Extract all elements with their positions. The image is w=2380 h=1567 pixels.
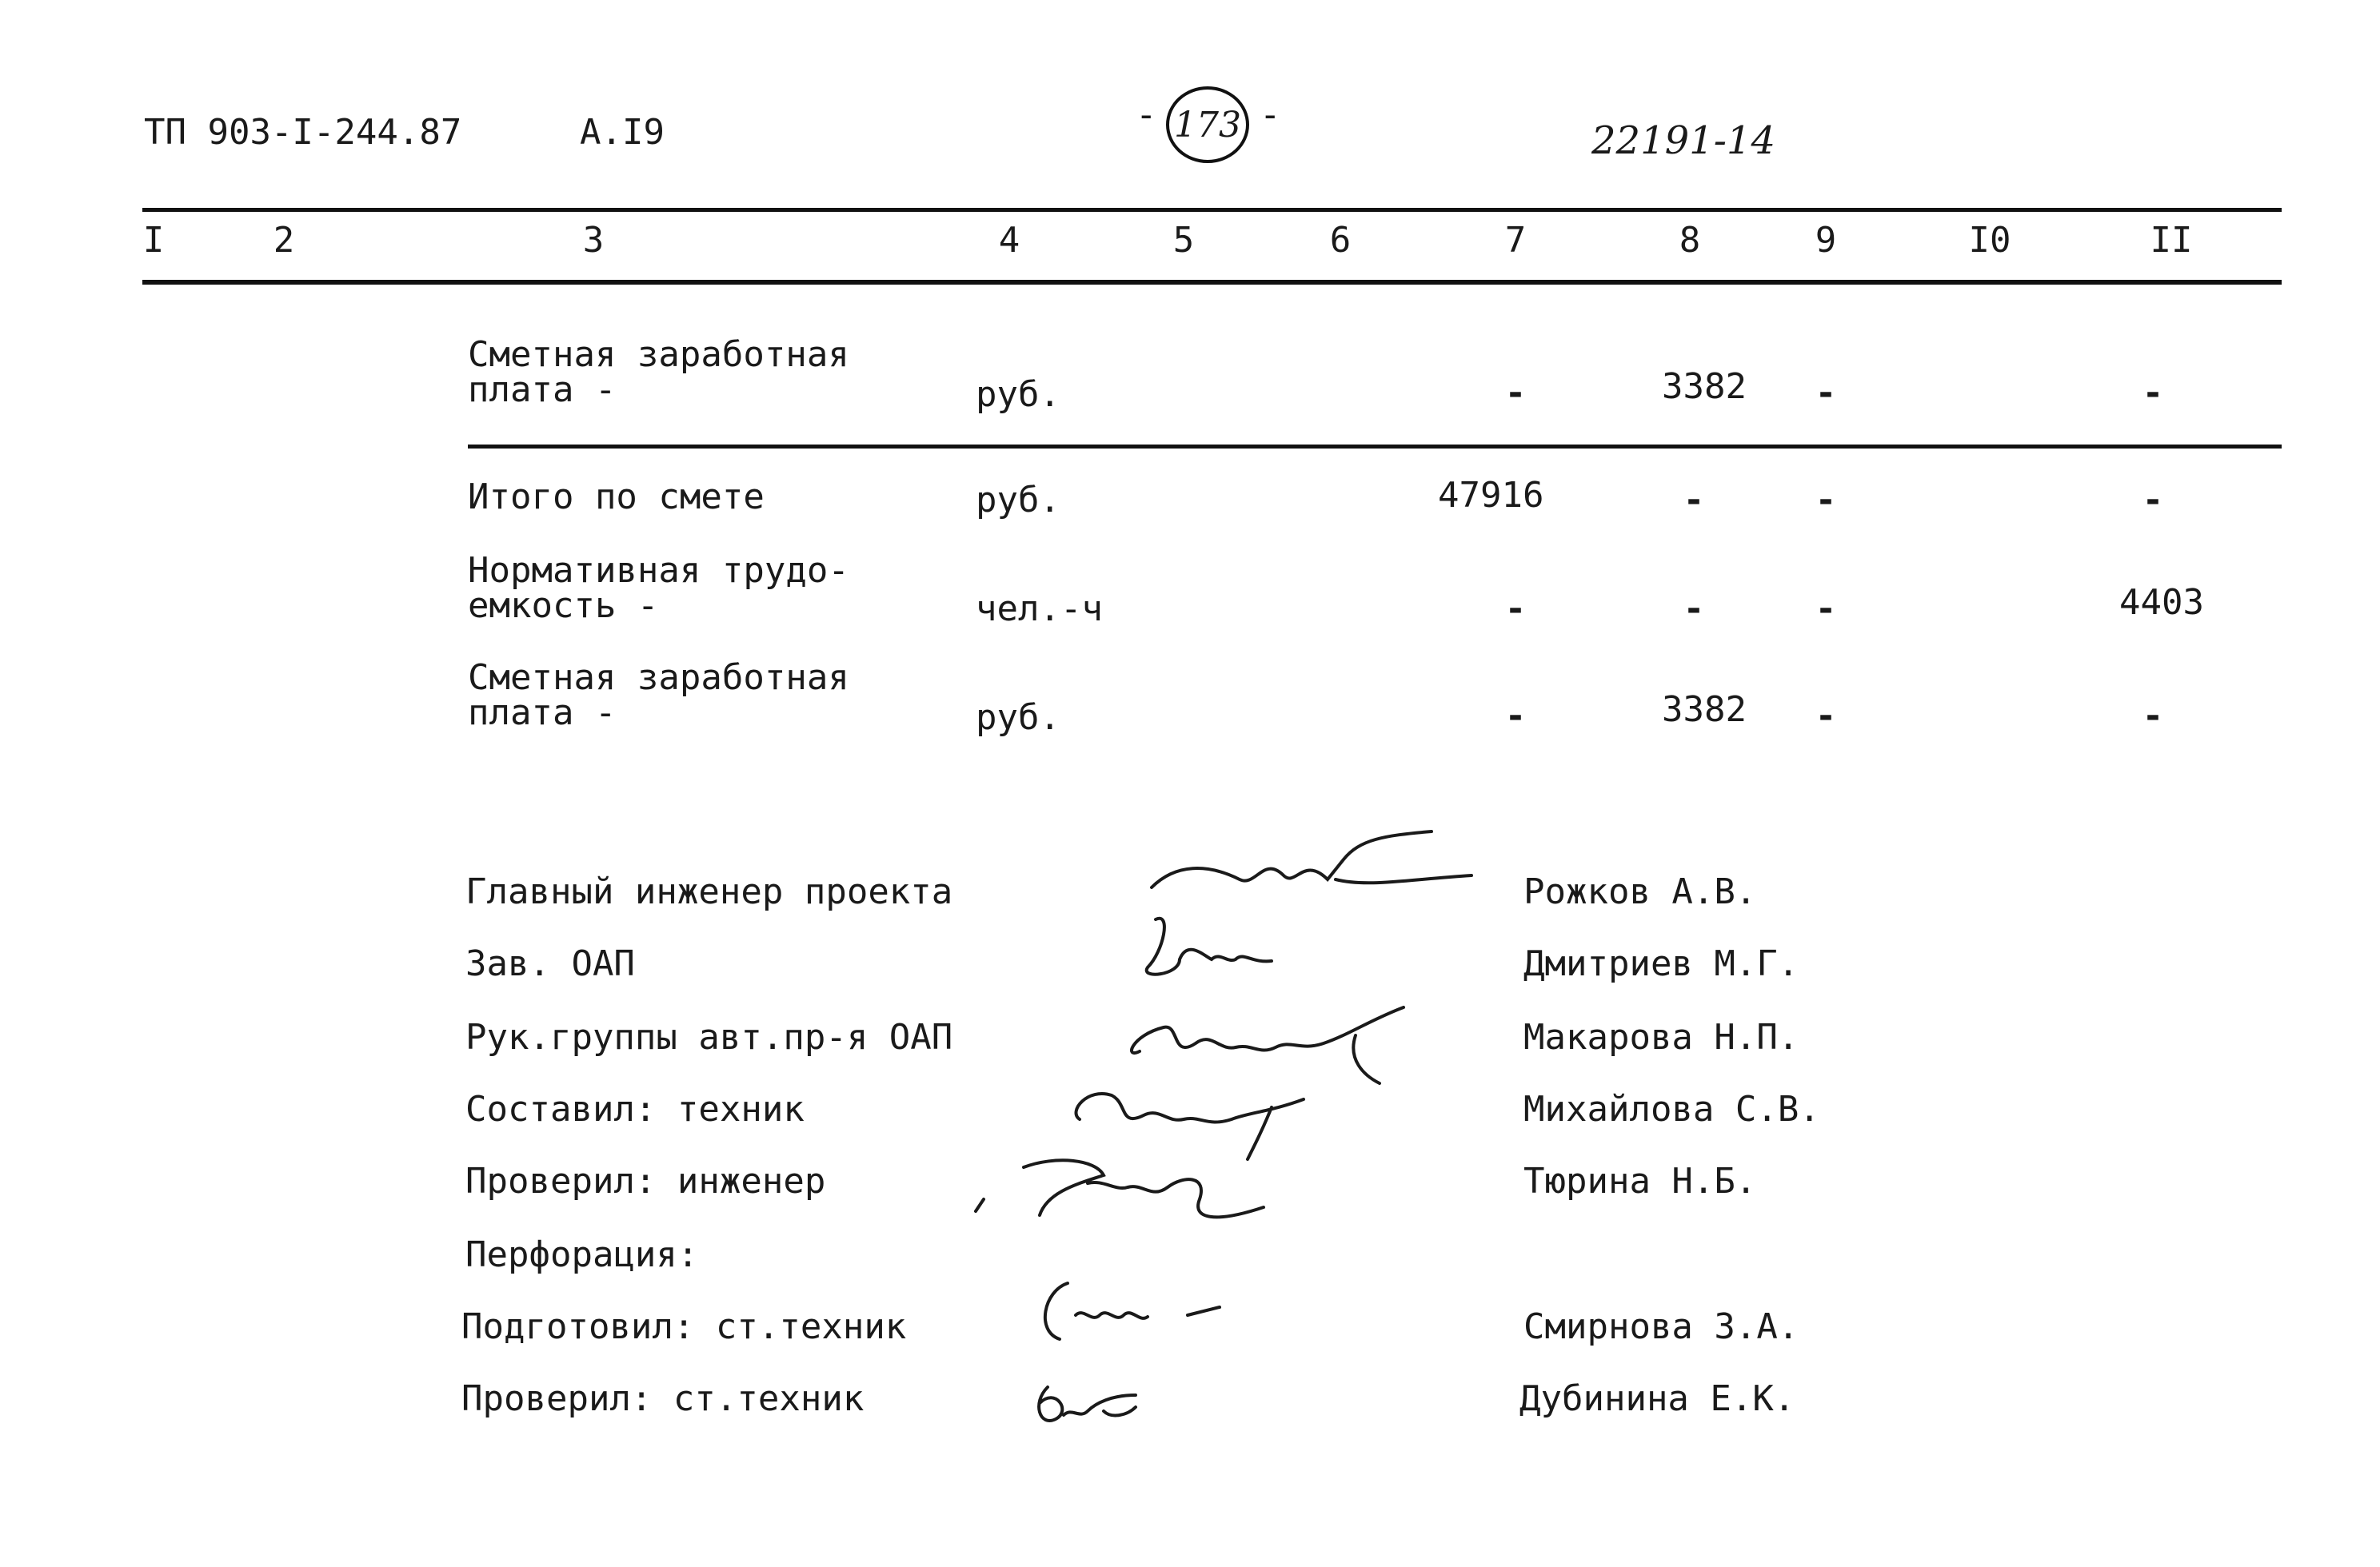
signature-name: Михайлова С.В.	[1523, 1089, 1820, 1130]
album-number: А.I9	[580, 112, 665, 153]
signature-name: Рожков А.В.	[1523, 871, 1757, 912]
signature-name: Макарова Н.П.	[1523, 1017, 1799, 1058]
row-col9: -	[1815, 588, 1837, 629]
signature-role: Проверил: инженер	[465, 1161, 826, 1202]
row-name-line2: плата -	[468, 692, 617, 733]
signature-role: Проверил: ст.техник	[461, 1378, 865, 1419]
row-col8: 3382	[1662, 689, 1747, 730]
row-col7: -	[1504, 588, 1527, 629]
table-header-rule	[142, 280, 2282, 285]
row-col11: -	[2142, 696, 2164, 736]
signature-mark	[1144, 831, 1480, 915]
signature-mark	[1024, 1371, 1168, 1446]
row-unit: руб.	[976, 374, 1060, 415]
page-number-stamp	[1166, 86, 1249, 163]
row-name-line1: Сметная заработная	[468, 334, 849, 375]
signature-role: Составил: техник	[465, 1089, 805, 1130]
row-name-line2: емкость -	[468, 585, 659, 626]
row-unit: руб.	[976, 480, 1060, 520]
column-number: 3	[582, 220, 605, 261]
column-number: 6	[1329, 220, 1352, 261]
column-number: 8	[1679, 220, 1701, 261]
row-col11: -	[2142, 480, 2164, 520]
row-col7: -	[1504, 373, 1527, 413]
row-name-line1: Сметная заработная	[468, 657, 849, 698]
signature-mark	[1028, 1267, 1268, 1358]
row-name-line1: Итого по смете	[468, 476, 765, 517]
signature-name: Смирнова З.А.	[1523, 1306, 1799, 1347]
column-number: 7	[1504, 220, 1527, 261]
page-dash-left: -	[1136, 94, 1157, 135]
row-col11: -	[2142, 373, 2164, 413]
column-number: II	[2150, 220, 2193, 261]
signature-name: Дмитриев М.Г.	[1523, 943, 1799, 984]
row-name-line1: Нормативная трудо-	[468, 550, 849, 591]
column-number: 4	[998, 220, 1020, 261]
signature-mark	[1132, 903, 1292, 995]
page-dash-right: -	[1260, 94, 1281, 135]
signature-name: Дубинина Е.К.	[1519, 1378, 1795, 1419]
row-col9: -	[1815, 696, 1837, 736]
column-number: 5	[1172, 220, 1195, 261]
row-col9: -	[1815, 373, 1837, 413]
signature-role: Зав. ОАП	[465, 943, 635, 984]
row-col8: -	[1683, 588, 1705, 629]
row-col8: 3382	[1662, 366, 1747, 407]
signature-role: Рук.группы авт.пр-я ОАП	[465, 1017, 953, 1058]
column-number: I0	[1968, 220, 2011, 261]
row-name-line2: плата -	[468, 369, 617, 410]
row-unit: чел.-ч	[976, 588, 1103, 629]
signature-role: Перфорация:	[465, 1234, 699, 1275]
row-col7: -	[1504, 696, 1527, 736]
signature-role: Подготовил: ст.техник	[461, 1306, 907, 1347]
page-number: 173	[1174, 104, 1241, 146]
signature-name: Тюрина Н.Б.	[1523, 1161, 1757, 1202]
column-number: 2	[273, 220, 295, 261]
row-col8: -	[1683, 480, 1705, 520]
row-unit: руб.	[976, 697, 1060, 738]
signature-role: Главный инженер проекта	[465, 871, 953, 912]
column-number: 9	[1815, 220, 1837, 261]
row-col9: -	[1815, 480, 1837, 520]
registration-number: 22191-14	[1591, 118, 1775, 163]
table-top-rule	[142, 208, 2282, 212]
column-number: I	[142, 220, 165, 261]
signature-mark	[968, 1143, 1288, 1242]
subtotal-rule	[468, 445, 2282, 449]
row-col7: 47916	[1438, 475, 1544, 516]
document-code: ТП 903-I-244.87	[144, 112, 462, 153]
row-col11: 4403	[2119, 582, 2204, 623]
